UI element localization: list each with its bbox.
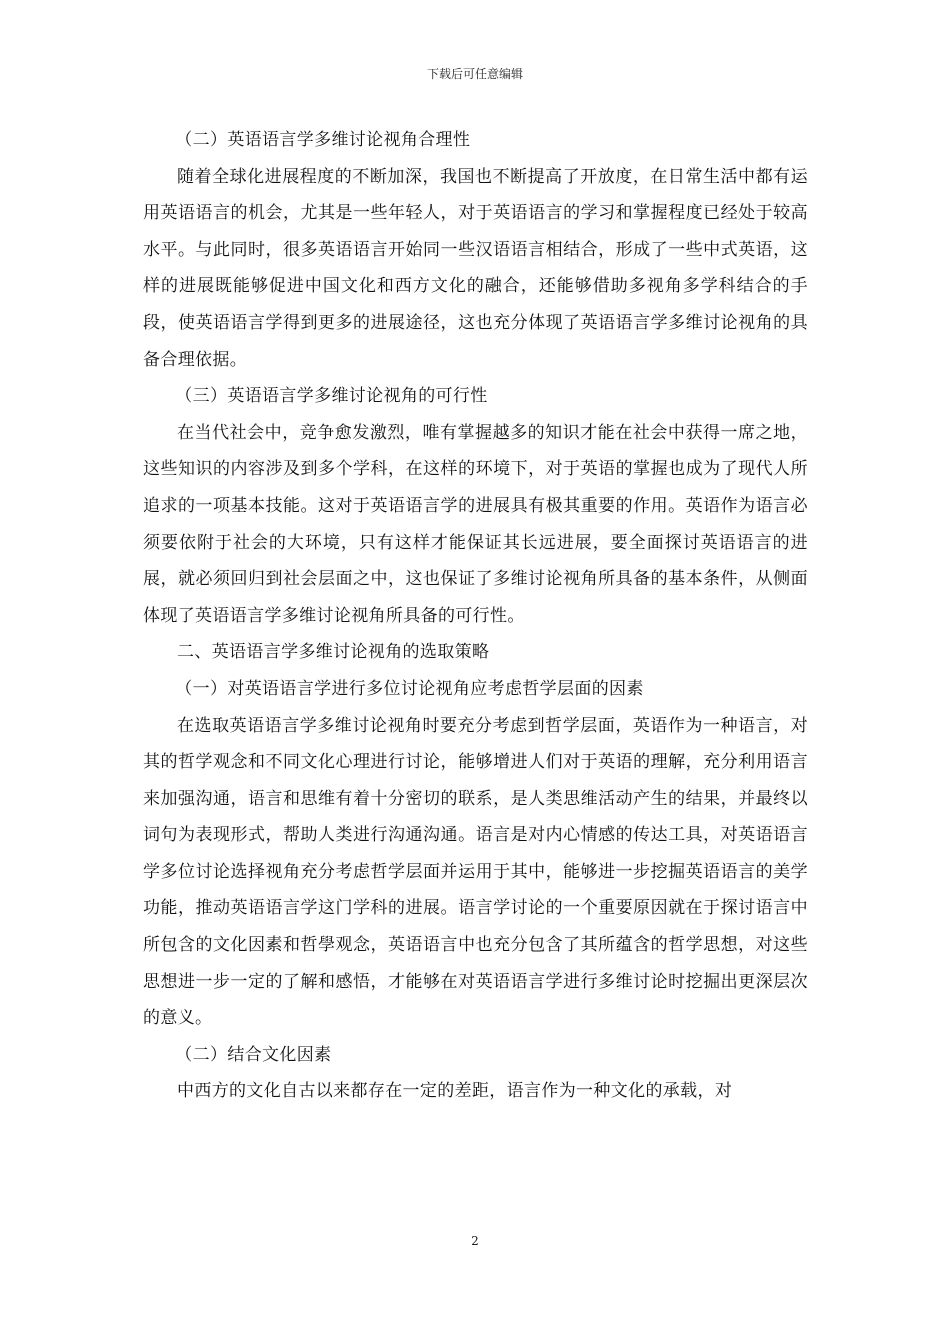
paragraph-feasibility: 在当代社会中，竞争愈发激烈，唯有掌握越多的知识才能在社会中获得一席之地，这些知识的内容涉及到多个学科，在这样的环境下，对于英语的掌握也成为了现代人所追求的一项基本技能。这对于英语语言学的进展具有极其重要的作用。英语作为语言必须要依附于社会的大环境，只有这样才能保证其长远进展，要全面探讨英语语言的进展，就必须回归到社会层面之中，这也保证了多维讨论视角所具备的基本条件，从侧面体现了英语语言学多维讨论视角所具备的可行性。 (143, 422, 808, 626)
document-body (143, 122, 808, 1110)
paragraph-philosophy: 在选取英语语言学多维讨论视角时要充分考虑到哲学层面，英语作为一种语言，对其的哲学观念和不同文化心理进行讨论，能够增进人们对于英语的理解，充分利用语言来加强沟通，语言和思维有着十分密切的联系，是人类思维活动产生的结果，并最终以词句为表现形式，帮助人类进行沟通沟通。语言是对内心情感的传达工具，对英语语言学多位讨论选择视角充分考虑哲学层面并运用于其中，能够进一步挖掘英语语言的美学功能，推动英语语言学这门学科的进展。语言学讨论的一个重要原因就在于探讨语言中所包含的文化因素和哲學观念，英语语言中也充分包含了其所蕴含的哲学思想，对这些思想进一步一定的了解和感悟，才能够在对英语语言学进行多维讨论时挖掘出更深层次的意义。 (143, 715, 808, 1029)
section-heading-2-3: （三）英语语言学多维讨论视角的可行性 (175, 386, 488, 407)
page-number: 2 (471, 1234, 479, 1248)
section-heading-2-2: （二）英语语言学多维讨论视角合理性 (175, 130, 471, 150)
section-heading-2-2-culture: （二）结合文化因素 (175, 1044, 332, 1065)
section-heading-2-1-philosophy: （一）对英语语言学进行多位讨论视角应考虑哲学层面的因素 (175, 678, 644, 699)
page-header: 下载后可任意编辑 (426, 67, 523, 81)
paragraph-culture: 中西方的文化自古以来都存在一定的差距，语言作为一种文化的承载，对 (177, 1081, 733, 1102)
paragraph-rationality: 随着全球化进展程度的不断加深，我国也不断提高了开放度，在日常生活中都有运用英语语言的机会，尤其是一些年轻人，对于英语语言的学习和掌握程度已经处于较高水平。与此同时，很多英语语言开始同一些汉语语言相结合，形成了一些中式英语，这样的进展既能够促进中国文化和西方文化的融合，还能够借助多视角多学科结合的手段，使英语语言学得到更多的进展途径，这也充分体现了英语语言学多维讨论视角的具备合理依据。 (143, 166, 808, 370)
section-heading-2: 二、英语语言学多维讨论视角的选取策略 (177, 642, 490, 663)
